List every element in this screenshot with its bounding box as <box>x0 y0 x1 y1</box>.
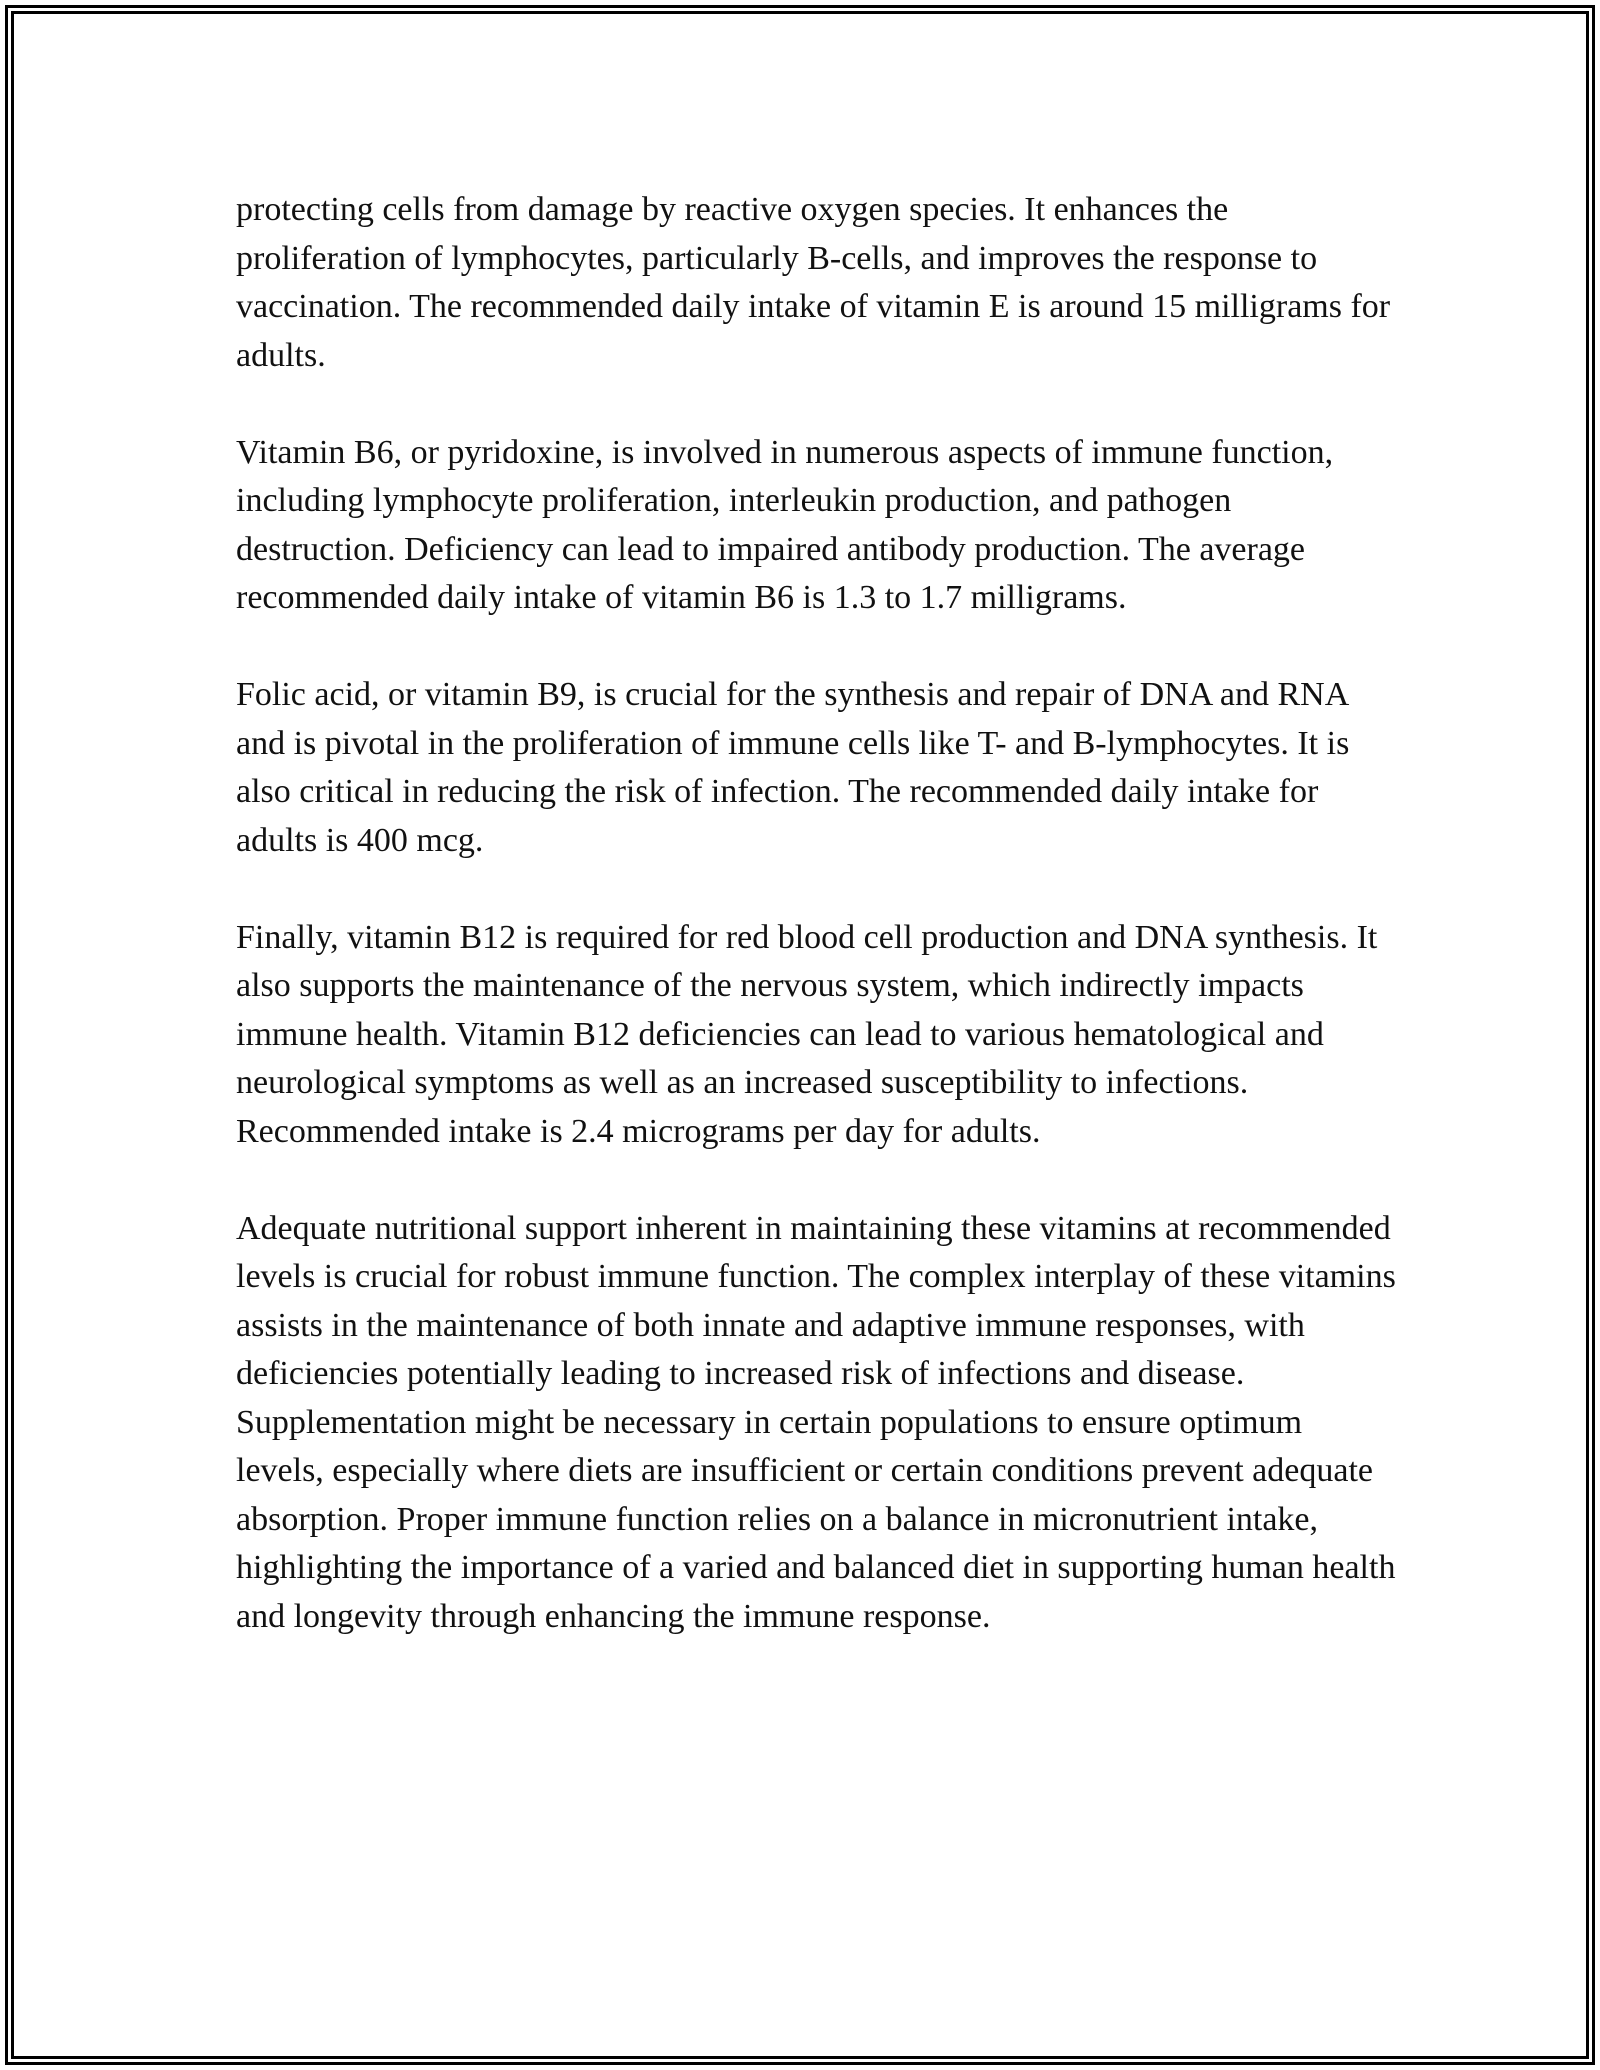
paragraph-vitamin-b6: Vitamin B6, or pyridoxine, is involved in numerous aspects of immune function, including lymphocyte proliferation, interleukin production, and pathogen destruction. Deficiency can lead to impaired antibody production. The average recommended daily intake of vitamin B6 is 1.3 to 1.7 milligrams. <box>236 433 1334 616</box>
paragraph-folic-acid: Folic acid, or vitamin B9, is crucial for the synthesis and repair of DNA and RNA and is pivotal in the proliferation of immune cells like T- and B-lymphocytes. It is also critical in reducing the risk of infection. The recommended daily intake for adults is 400 mcg. <box>236 676 1350 859</box>
paragraph-vitamin-b12: Finally, vitamin B12 is required for red blood cell production and DNA synthesis. It also supports the maintenance of the nervous system, which indirectly impacts immune health. Vitamin B12 deficiencies can lead to various hematological and neurological symptoms as well as an increased susceptibility to infections. Recommended intake is 2.4 micrograms per day for adults. <box>236 918 1378 1150</box>
document-body <box>236 186 1396 1641</box>
paragraph-conclusion: Adequate nutritional support inherent in maintaining these vitamins at recommended levels is crucial for robust immune function. The complex interplay of these vitamins assists in the maintenance of both innate and adaptive immune responses, with deficiencies potentially leading to increased risk of infections and disease. Supplementation might be necessary in certain populations to ensure optimum levels, especially where diets are insufficient or certain conditions prevent adequate absorption. Proper immune function relies on a balance in micronutrient intake, highlighting the importance of a varied and balanced diet in supporting human health and longevity through enhancing the immune response. <box>236 1209 1396 1635</box>
paragraph-vitamin-e: protecting cells from damage by reactive oxygen species. It enhances the proliferation of lymphocytes, particularly B-cells, and improves the response to vaccination. The recommended daily intake of vitamin E is around 15 milligrams for adults. <box>236 191 1391 374</box>
